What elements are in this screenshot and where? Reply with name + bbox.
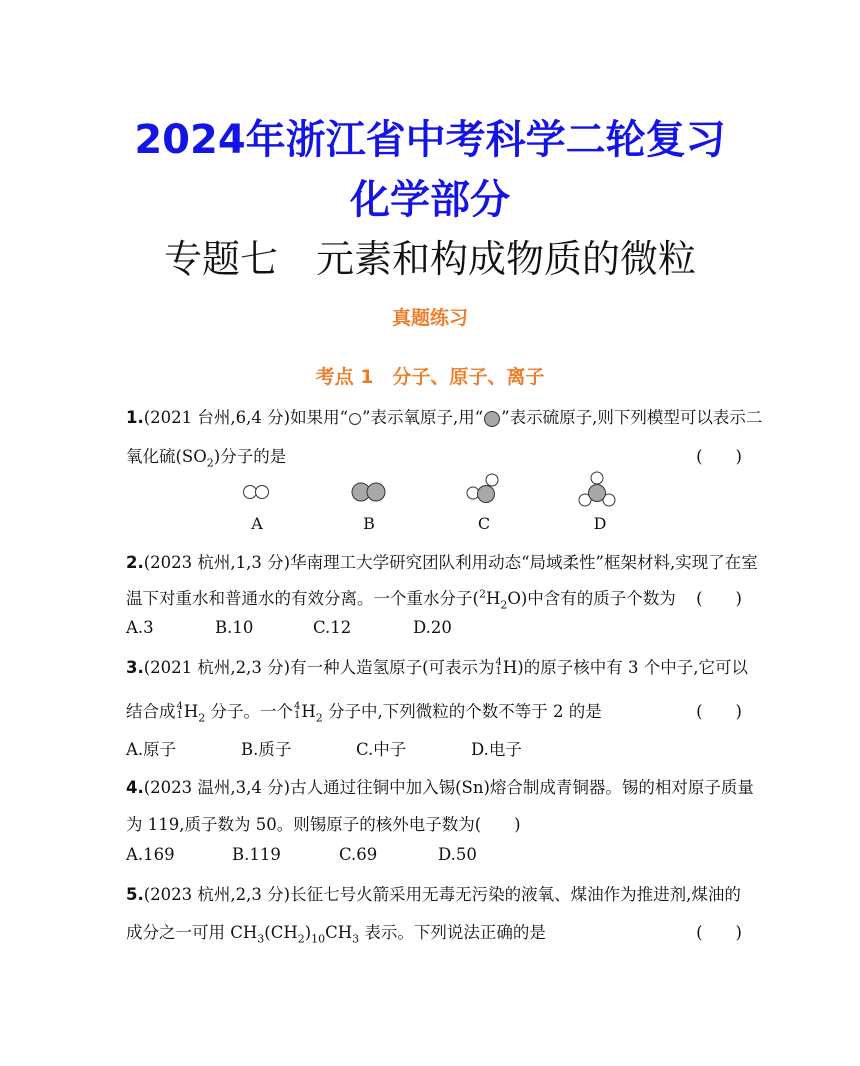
- question-1-line-1: 1.(2021 台州,6,4 分)如果用“ ”表示氧原子,用“ ”表示硫原子,则下列模型可以表示二: [126, 408, 763, 427]
- isotope-notation: 4 1: [294, 700, 301, 721]
- model-c-icon: [462, 470, 506, 510]
- question-number: 2.: [126, 553, 144, 572]
- question-number: 1.: [126, 408, 144, 427]
- question-4-line-2: 为 119,质子数为 50。则锡原子的核外电子数为( ): [126, 815, 521, 834]
- answer-bracket: ( ): [696, 702, 742, 721]
- sulfur-atom-icon: [483, 410, 501, 428]
- option-b: B.119: [232, 845, 281, 864]
- subtitle-chemistry: 化学部分: [350, 177, 510, 223]
- answer-bracket: ( ): [696, 923, 742, 942]
- option-a: A.3: [126, 618, 154, 637]
- section-heading: 真题练习: [391, 307, 468, 329]
- model-label-c: C: [477, 514, 491, 533]
- option-d: D.50: [438, 845, 477, 864]
- model-label-b: B: [363, 514, 375, 533]
- subsection-heading: 考点 1 分子、原子、离子: [315, 366, 545, 388]
- option-a: A.169: [126, 845, 175, 864]
- option-a: A.原子: [126, 740, 177, 759]
- option-b: B.10: [215, 618, 254, 637]
- question-5-line-2: 成分之一可用 $CH_3(CH_2)_{10}CH_3$ 表示。下列说法正确的是: [126, 923, 546, 946]
- question-number: 3.: [126, 658, 144, 677]
- option-d: D.电子: [471, 740, 522, 759]
- answer-bracket: ( ): [696, 589, 742, 608]
- question-number: 5.: [126, 885, 144, 904]
- model-b-icon: [348, 478, 390, 506]
- option-c: C.12: [313, 618, 352, 637]
- option-d: D.20: [413, 618, 452, 637]
- question-4-line-1: 4.(2023 温州,3,4 分)古人通过往铜中加入锡(Sn)熔合制成青铜器。锡的相对原子质量: [126, 778, 754, 797]
- question-number: 4.: [126, 778, 144, 797]
- isotope-notation: 4 1: [176, 700, 183, 721]
- question-5-line-1: 5.(2023 杭州,2,3 分)长征七号火箭采用无毒无污染的液氧、煤油作为推进剂,煤油的: [126, 885, 741, 904]
- isotope-notation: 4 1: [495, 656, 502, 677]
- model-a-icon: [240, 481, 274, 503]
- option-b: B.质子: [241, 740, 292, 759]
- question-3-line-2: 结合成 4 1 $H_2$ 分子。一个 4 1 $H_2$ 分子中,下列微粒的个数不等于 2 的是: [126, 700, 602, 725]
- model-label-a: A: [251, 514, 263, 533]
- model-label-d: D: [593, 514, 607, 533]
- question-3-line-1: 3.(2021 杭州,2,3 分)有一种人造氢原子(可表示为 4 1 H)的原子核中有 3 个中子,它可以: [126, 656, 748, 677]
- option-c: C.中子: [356, 740, 407, 759]
- oxygen-atom-icon: [348, 412, 362, 426]
- model-d-icon: [575, 468, 621, 512]
- question-2-line-2: 温下对重水和普通水的有效分离。一个重水分子$(^2H_2O)$中含有的质子个数为: [126, 587, 676, 612]
- option-c: C.69: [339, 845, 378, 864]
- topic-title: 专题七 元素和构成物质的微粒: [163, 237, 696, 281]
- question-1-line-2: 氧化硫$(SO_2)$分子的是: [126, 447, 287, 470]
- question-2-line-1: 2.(2023 杭州,1,3 分)华南理工大学研究团队利用动态“局域柔性”框架材料,实现了在室: [126, 553, 758, 572]
- main-title: 2024年浙江省中考科学二轮复习: [134, 117, 726, 163]
- answer-bracket: ( ): [696, 447, 742, 466]
